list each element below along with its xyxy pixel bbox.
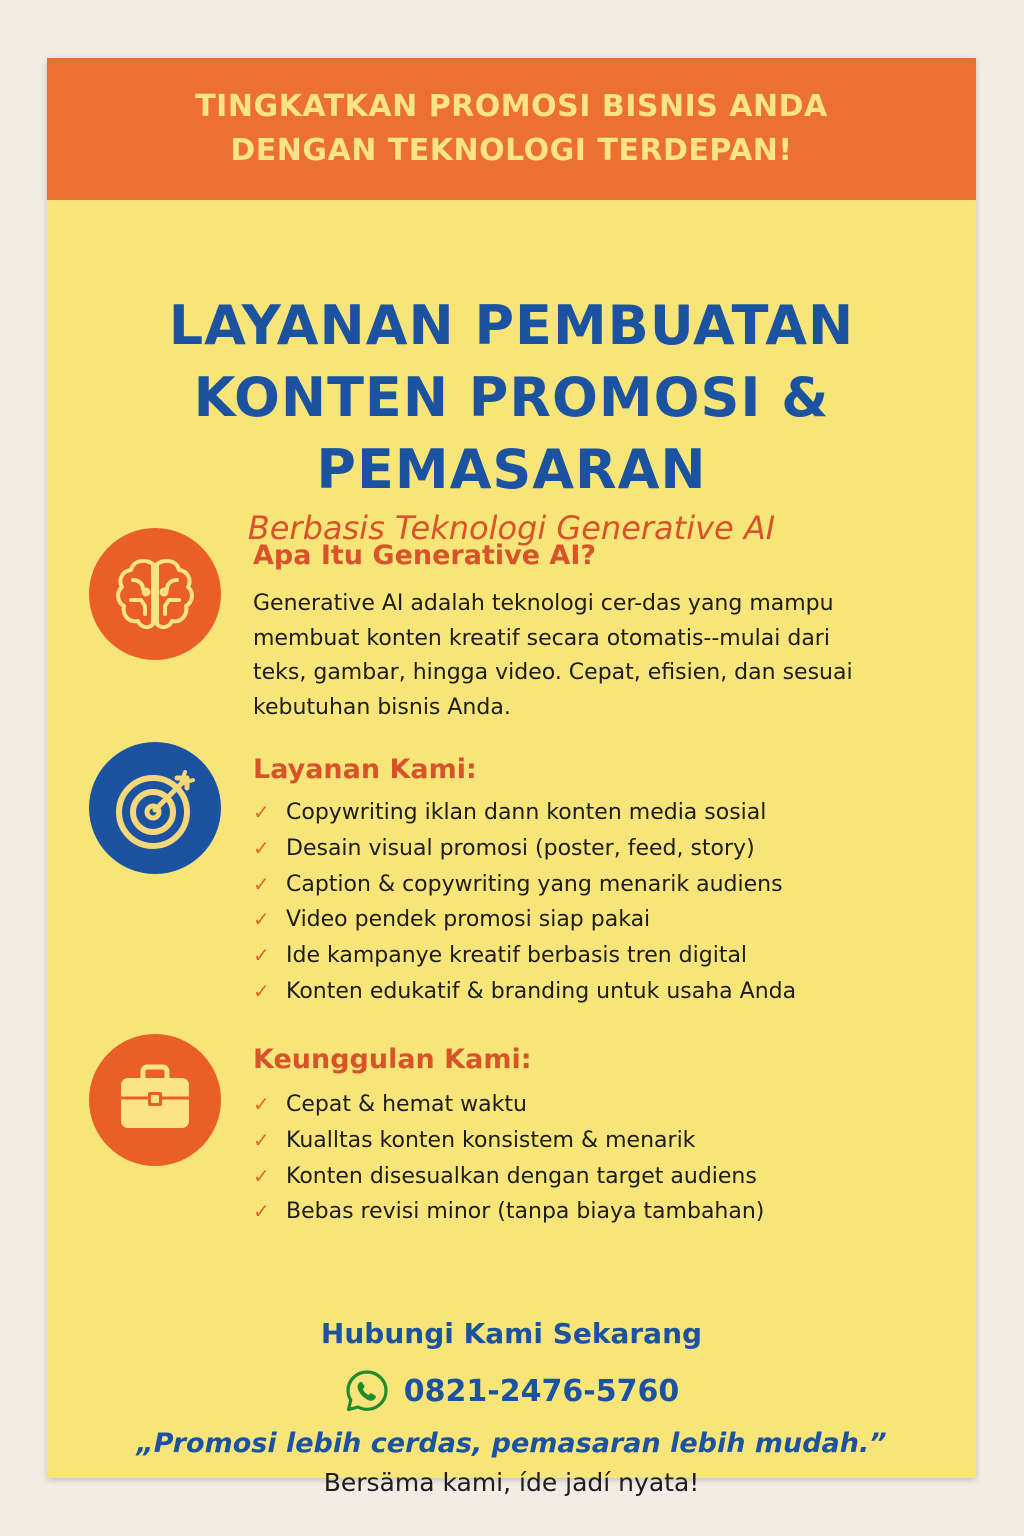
body-line: teks, gambar, hingga video. Cepat, efisien, dan sesuai — [253, 660, 853, 685]
top-banner — [47, 58, 976, 200]
check-icon: ✓ — [253, 835, 270, 860]
banner-line: TINGKATKAN PROMOSI BISNIS ANDA — [195, 89, 828, 124]
poster — [47, 58, 976, 1497]
services-list — [253, 795, 796, 1010]
list-item: ✓ Konten edukatif & branding untuk usaha Anda — [253, 974, 796, 1010]
list-item: ✓ Kualltas konten konsistem & menarik — [253, 1123, 764, 1159]
list-item: ✓ Ide kampanye kreatif berbasis tren digital — [253, 938, 796, 974]
slogan: „Promosi lebih cerdas, pemasaran lebih mudah.” — [136, 1428, 887, 1459]
page-subtitle: Berbasis Teknologi Generative AI — [247, 509, 776, 547]
list-item: ✓ Desain visual promosi (poster, feed, story) — [253, 831, 796, 867]
contact-heading: Hubungi Kami Sekarang — [320, 1317, 703, 1350]
title-line: KONTEN PROMOSI & — [193, 366, 830, 429]
brain-icon — [89, 528, 221, 660]
phone-row[interactable] — [47, 1368, 976, 1414]
page-title — [47, 290, 976, 506]
target-icon — [89, 742, 221, 874]
check-icon: ✓ — [253, 978, 270, 1003]
body-line: membuat konten kreatif secara otomatis--mulai dari — [253, 625, 830, 651]
check-icon: ✓ — [253, 871, 270, 896]
section-heading: Apa Itu Generative AI? — [253, 540, 597, 571]
list-item: ✓ Caption & copywriting yang menarik audiens — [253, 867, 796, 903]
whatsapp-icon — [344, 1368, 390, 1414]
list-item: ✓ Bebas revisi minor (tanpa biaya tambahan) — [253, 1194, 764, 1230]
body-line: kebutuhan bisnis Anda. — [253, 694, 511, 720]
check-icon: ✓ — [253, 1163, 270, 1188]
briefcase-icon — [89, 1034, 221, 1166]
check-icon: ✓ — [253, 800, 270, 824]
phone-number[interactable]: 0821-2476-5760 — [403, 1373, 680, 1409]
section-heading: Keunggulan Kami: — [253, 1044, 532, 1075]
body-line: Generative AI adalah teknologi cer-das yang mampu — [253, 591, 834, 616]
check-icon: ✓ — [253, 1092, 270, 1116]
check-icon: ✓ — [253, 1127, 270, 1152]
advantages-list — [253, 1087, 764, 1230]
list-item: ✓ Konten disesualkan dengan target audiens — [253, 1159, 764, 1195]
section-body — [253, 587, 933, 725]
closing-text: Bersäma kami, íde jadí nyata! — [323, 1468, 700, 1497]
title-line: LAYANAN PEMBUATAN — [168, 294, 855, 357]
list-item: ✓ Video pendek promosi siap pakai — [253, 902, 796, 938]
check-icon: ✓ — [253, 907, 270, 932]
section-heading: Layanan Kami: — [253, 754, 477, 785]
list-item: ✓ Copywriting iklan dann konten media sosial — [253, 795, 796, 831]
banner-line: DENGAN TEKNOLOGI TERDEPAN! — [230, 133, 793, 168]
title-line: PEMASARAN — [316, 438, 707, 501]
check-icon: ✓ — [253, 1199, 270, 1224]
list-item: ✓ Cepat & hemat waktu — [253, 1087, 764, 1123]
check-icon: ✓ — [253, 943, 270, 968]
